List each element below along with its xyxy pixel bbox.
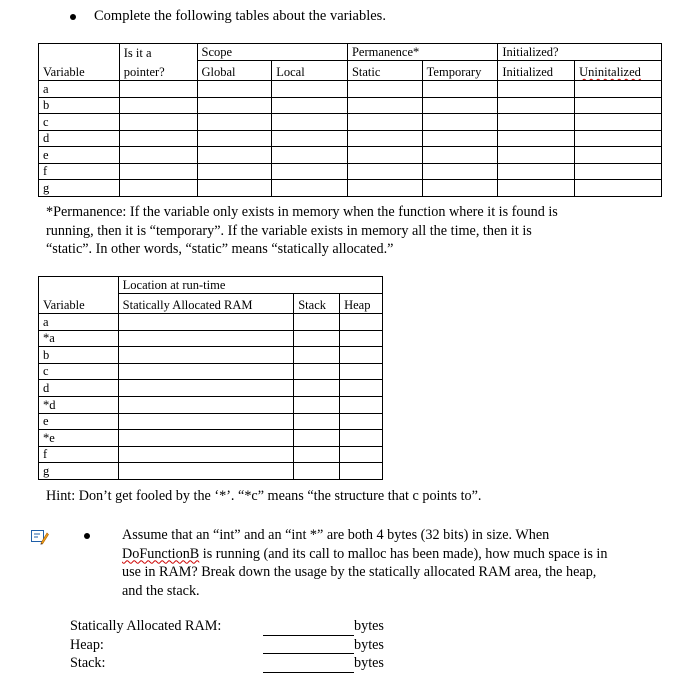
answer-blanks — [263, 617, 384, 673]
bullet-2-line-3: use in RAM? Break down the usage by the statically allocated RAM area, the heap, — [122, 564, 597, 580]
table1-answer-cell[interactable] — [498, 180, 575, 197]
permanence-note — [46, 203, 558, 259]
table2-answer-cell[interactable] — [118, 363, 294, 380]
table2-answer-cell[interactable] — [294, 363, 340, 380]
table1-row-variable: g — [39, 180, 120, 197]
uninitialized-label: Uninitalized — [579, 65, 641, 79]
table2-answer-cell[interactable] — [340, 363, 383, 380]
table2-answer-cell[interactable] — [340, 330, 383, 347]
t2-h2-variable: Variable — [39, 294, 119, 314]
table1-answer-cell[interactable] — [272, 81, 348, 98]
table2-answer-cell[interactable] — [340, 380, 383, 397]
table1-row — [39, 114, 662, 131]
table1-answer-cell[interactable] — [119, 147, 197, 164]
table2-answer-cell[interactable] — [118, 396, 294, 413]
table1-answer-cell[interactable] — [347, 114, 422, 131]
table1-answer-cell[interactable] — [347, 147, 422, 164]
table2-row — [39, 363, 383, 380]
table1-answer-cell[interactable] — [422, 114, 498, 131]
static-ram-blank[interactable] — [263, 621, 354, 636]
table1-answer-cell[interactable] — [197, 180, 272, 197]
t1-h1-permanence-span — [422, 44, 498, 61]
table1-answer-cell[interactable] — [197, 163, 272, 180]
table1-answer-cell[interactable] — [347, 180, 422, 197]
table2-row — [39, 380, 383, 397]
t2-h2-heap: Heap — [340, 294, 383, 314]
table1-answer-cell[interactable] — [347, 97, 422, 114]
table1-answer-cell[interactable] — [347, 163, 422, 180]
t1-h1-permanence: Permanence* — [347, 44, 422, 61]
table2-answer-cell[interactable] — [118, 380, 294, 397]
t1-h2-variable: Variable — [39, 61, 120, 81]
table2-answer-cell[interactable] — [118, 314, 294, 331]
table2-row-variable: *a — [39, 330, 119, 347]
table2-answer-cell[interactable] — [118, 430, 294, 447]
table1-answer-cell[interactable] — [498, 130, 575, 147]
table2-answer-cell[interactable] — [294, 446, 340, 463]
table2-row — [39, 347, 383, 364]
table1-answer-cell[interactable] — [119, 81, 197, 98]
table2-answer-cell[interactable] — [340, 463, 383, 480]
t1-h2-pointer: pointer? — [119, 61, 197, 81]
t1-h2-static: Static — [347, 61, 422, 81]
table2-answer-cell[interactable] — [340, 446, 383, 463]
table1-answer-cell[interactable] — [575, 114, 662, 131]
table1-answer-cell[interactable] — [272, 97, 348, 114]
stack-label: Stack: — [70, 655, 106, 671]
static-ram-unit: bytes — [354, 618, 384, 634]
table2-answer-cell[interactable] — [294, 330, 340, 347]
table1-answer-cell[interactable] — [422, 180, 498, 197]
table2-row — [39, 430, 383, 447]
table1-answer-cell[interactable] — [498, 147, 575, 164]
table2-row-variable: g — [39, 463, 119, 480]
t1-h1-initialized: Initialized? — [498, 44, 575, 61]
table2-answer-cell[interactable] — [294, 413, 340, 430]
table1-answer-cell[interactable] — [197, 81, 272, 98]
t1-h2-local: Local — [272, 61, 348, 81]
table1-answer-cell[interactable] — [575, 81, 662, 98]
t1-h2-global: Global — [197, 61, 272, 81]
table1-answer-cell[interactable] — [498, 81, 575, 98]
table2-answer-cell[interactable] — [340, 413, 383, 430]
table2-answer-cell[interactable] — [340, 396, 383, 413]
table2-row — [39, 396, 383, 413]
table2-row — [39, 463, 383, 480]
table1-row-variable: f — [39, 163, 120, 180]
table1-answer-cell[interactable] — [422, 130, 498, 147]
table1-answer-cell[interactable] — [575, 97, 662, 114]
table2-answer-cell[interactable] — [340, 347, 383, 364]
table2-answer-cell[interactable] — [294, 463, 340, 480]
table1-answer-cell[interactable] — [272, 180, 348, 197]
t2-h1-c0 — [39, 277, 119, 294]
table2-answer-cell[interactable] — [294, 430, 340, 447]
table1-answer-cell[interactable] — [498, 114, 575, 131]
table2-row-variable: d — [39, 380, 119, 397]
table1-answer-cell[interactable] — [119, 130, 197, 147]
t1-h1-pointer: Is it a — [119, 44, 197, 61]
table1-answer-cell[interactable] — [422, 97, 498, 114]
table1-answer-cell[interactable] — [575, 180, 662, 197]
table1-answer-cell[interactable] — [575, 130, 662, 147]
table1-answer-cell[interactable] — [197, 130, 272, 147]
table2-row — [39, 314, 383, 331]
table1-answer-cell[interactable] — [272, 114, 348, 131]
table1-answer-cell[interactable] — [422, 81, 498, 98]
table1-answer-cell[interactable] — [119, 114, 197, 131]
table1-answer-cell[interactable] — [498, 163, 575, 180]
t1-h1-c0 — [39, 44, 120, 61]
table2-answer-cell[interactable] — [118, 463, 294, 480]
table1-row — [39, 130, 662, 147]
table1-answer-cell[interactable] — [347, 81, 422, 98]
table2-row-variable: a — [39, 314, 119, 331]
bullet-2-line-1: Assume that an “int” and an “int *” are both 4 bytes (32 bits) in size. When — [122, 527, 550, 543]
table2-answer-cell[interactable] — [340, 430, 383, 447]
table2-answer-cell[interactable] — [118, 330, 294, 347]
table2-answer-cell[interactable] — [294, 396, 340, 413]
table2-row — [39, 446, 383, 463]
variables-table-2 — [38, 276, 383, 480]
table2-answer-cell[interactable] — [340, 314, 383, 331]
bullet-2-text — [122, 526, 607, 600]
table-1-body — [39, 81, 662, 197]
variables-table-1 — [38, 43, 662, 197]
bullet-1-text: Complete the following tables about the variables. — [94, 8, 386, 24]
stack-blank[interactable] — [263, 658, 354, 673]
table1-row-variable: a — [39, 81, 120, 98]
t2-h1-span-2 — [340, 277, 383, 294]
table2-answer-cell[interactable] — [118, 446, 294, 463]
table1-row-variable: c — [39, 114, 120, 131]
static-ram-label: Statically Allocated RAM: — [70, 618, 222, 634]
table1-answer-cell[interactable] — [422, 147, 498, 164]
t1-h2-initialized: Initialized — [498, 61, 575, 81]
permanence-line-3: “static”. In other words, “static” means “statically allocated.” — [46, 241, 394, 257]
t1-h2-temporary: Temporary — [422, 61, 498, 81]
table1-answer-cell[interactable] — [197, 114, 272, 131]
bullet-dot — [70, 14, 76, 20]
heap-label: Heap: — [70, 636, 104, 653]
bullet-2-line-2 — [122, 545, 607, 564]
table-2-body — [39, 314, 383, 480]
table1-row-variable: b — [39, 97, 120, 114]
t1-h1-scope-span — [272, 44, 348, 61]
table2-row — [39, 330, 383, 347]
edit-icon[interactable] — [31, 530, 49, 545]
bullet-dot-2 — [84, 533, 90, 539]
table1-answer-cell[interactable] — [119, 163, 197, 180]
table1-answer-cell[interactable] — [575, 147, 662, 164]
table1-answer-cell[interactable] — [119, 180, 197, 197]
table1-answer-cell[interactable] — [119, 97, 197, 114]
table1-answer-cell[interactable] — [272, 130, 348, 147]
table1-answer-cell[interactable] — [272, 163, 348, 180]
table2-row-variable: b — [39, 347, 119, 364]
t2-h2-static-ram: Statically Allocated RAM — [118, 294, 294, 314]
table1-row — [39, 180, 662, 197]
hint-text: Hint: Don’t get fooled by the ‘*’. “*c” means “the structure that c points to”. — [46, 488, 482, 504]
table2-row-variable: c — [39, 363, 119, 380]
t2-h1-span-1 — [294, 277, 340, 294]
t1-h1-scope: Scope — [197, 44, 272, 61]
bullet-2-line-2-rest: is running (and its call to malloc has been made), how much space is in — [199, 545, 608, 562]
table1-answer-cell[interactable] — [422, 163, 498, 180]
table2-row-variable: *d — [39, 396, 119, 413]
t2-h1-location: Location at run-time — [118, 277, 294, 294]
heap-blank[interactable] — [263, 639, 354, 654]
table2-answer-cell[interactable] — [294, 380, 340, 397]
table1-answer-cell[interactable] — [347, 130, 422, 147]
table1-row — [39, 81, 662, 98]
table1-answer-cell[interactable] — [272, 147, 348, 164]
table1-row — [39, 97, 662, 114]
permanence-line-1: *Permanence: If the variable only exists in memory when the function where it is found is — [46, 204, 558, 220]
table1-answer-cell[interactable] — [197, 147, 272, 164]
table2-row-variable: *e — [39, 430, 119, 447]
table2-answer-cell[interactable] — [118, 413, 294, 430]
table1-row — [39, 163, 662, 180]
t1-h2-uninitialized — [575, 61, 662, 81]
table1-row-variable: d — [39, 130, 120, 147]
t2-h2-stack: Stack — [294, 294, 340, 314]
t1-h1-initialized-span — [575, 44, 662, 61]
heap-unit: bytes — [354, 636, 384, 653]
table1-answer-cell[interactable] — [197, 97, 272, 114]
table2-answer-cell[interactable] — [294, 314, 340, 331]
table1-row — [39, 147, 662, 164]
permanence-line-2: running, then it is “temporary”. If the variable exists in memory all the time, then it is — [46, 222, 532, 239]
table2-row — [39, 413, 383, 430]
table2-row-variable: e — [39, 413, 119, 430]
answer-labels — [70, 617, 221, 673]
table2-answer-cell[interactable] — [118, 347, 294, 364]
bullet-2-line-4: and the stack. — [122, 582, 200, 599]
table2-answer-cell[interactable] — [294, 347, 340, 364]
table1-answer-cell[interactable] — [575, 163, 662, 180]
dofunctionb-word: DoFunctionB — [122, 545, 200, 562]
table1-answer-cell[interactable] — [498, 97, 575, 114]
table1-row-variable: e — [39, 147, 120, 164]
table2-row-variable: f — [39, 446, 119, 463]
stack-unit: bytes — [354, 655, 384, 671]
